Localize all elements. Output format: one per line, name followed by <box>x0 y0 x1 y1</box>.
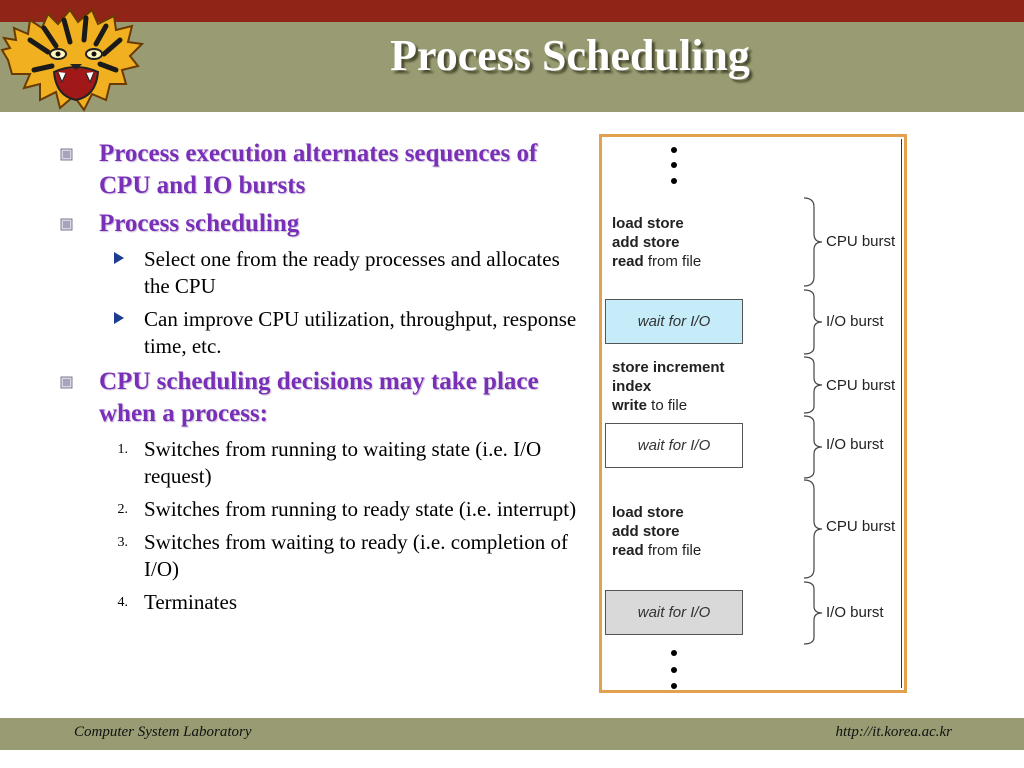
item-number: 3. <box>117 535 128 550</box>
cpu-burst-label: CPU burst <box>826 518 896 535</box>
item-number: 2. <box>117 502 128 517</box>
ellipsis-dot <box>671 162 677 168</box>
bullet-text: Process scheduling <box>99 210 300 237</box>
brace-icon <box>802 479 824 579</box>
header-red-band <box>0 0 1024 22</box>
io-burst-label: I/O burst <box>826 313 884 330</box>
bullet-text: CPU scheduling decisions may take place when a process: <box>99 368 539 427</box>
cpu-burst-label: CPU burst <box>826 377 896 394</box>
sub-bullet-item <box>58 246 578 300</box>
cpu-instructions-2: store increment index write to file <box>612 359 725 414</box>
ellipsis-dot <box>671 147 677 153</box>
diagram-edge-line <box>901 139 902 688</box>
wait-io-label: wait for I/O <box>637 604 711 621</box>
item-number: 4. <box>117 595 128 610</box>
bullet-text: Process execution alternates sequences of CPU and IO bursts <box>99 140 538 199</box>
page-title: Process Scheduling <box>390 31 750 80</box>
wait-io-label: wait for I/O <box>637 437 711 454</box>
ellipsis-dot <box>671 683 677 689</box>
arrow-bullet-icon <box>114 312 124 324</box>
brace-icon <box>802 289 824 355</box>
numbered-text: Switches from running to ready state (i.e. interrupt) <box>144 497 577 521</box>
brace-icon <box>802 415 824 479</box>
numbered-item <box>58 589 578 616</box>
numbered-text: Switches from running to waiting state (i.e. I/O request) <box>144 437 542 488</box>
bullet-box-icon <box>60 148 74 162</box>
wait-io-box-1 <box>605 299 743 344</box>
wait-io-box-3 <box>605 590 743 635</box>
brace-icon <box>802 356 824 414</box>
item-number: 1. <box>117 442 128 457</box>
footer-lab-name: Computer System Laboratory <box>74 724 252 740</box>
numbered-item <box>58 496 578 523</box>
wait-io-label: wait for I/O <box>637 313 711 330</box>
bullet-list <box>58 138 578 622</box>
io-burst-label: I/O burst <box>826 604 884 621</box>
bullet-box-icon <box>60 218 74 232</box>
bullet-box-icon <box>60 376 74 390</box>
numbered-item <box>58 436 578 490</box>
cpu-io-burst-diagram <box>599 134 907 693</box>
numbered-text: Switches from waiting to ready (i.e. completion of I/O) <box>144 530 568 581</box>
brace-icon <box>802 197 824 287</box>
ellipsis-dot <box>671 650 677 656</box>
bullet-item <box>58 208 578 240</box>
ellipsis-dot <box>671 667 677 673</box>
cpu-burst-label: CPU burst <box>826 233 896 250</box>
sub-bullet-item <box>58 306 578 360</box>
ellipsis-dot <box>671 178 677 184</box>
cpu-instructions-1: load store add store read from file <box>612 215 702 270</box>
tiger-head-icon <box>0 0 150 115</box>
footer-url: http://it.korea.ac.kr <box>835 724 952 740</box>
numbered-item <box>58 529 578 583</box>
wait-io-box-2 <box>605 423 743 468</box>
io-burst-label: I/O burst <box>826 436 884 453</box>
brace-icon <box>802 581 824 645</box>
bullet-item <box>58 366 578 430</box>
sub-bullet-text: Can improve CPU utilization, throughput, response time, etc. <box>144 307 577 358</box>
bullet-item <box>58 138 578 202</box>
cpu-instructions-3: load store add store read from file <box>612 504 702 559</box>
numbered-text: Terminates <box>144 590 237 614</box>
sub-bullet-text: Select one from the ready processes and allocates the CPU <box>144 247 560 298</box>
arrow-bullet-icon <box>114 252 124 264</box>
